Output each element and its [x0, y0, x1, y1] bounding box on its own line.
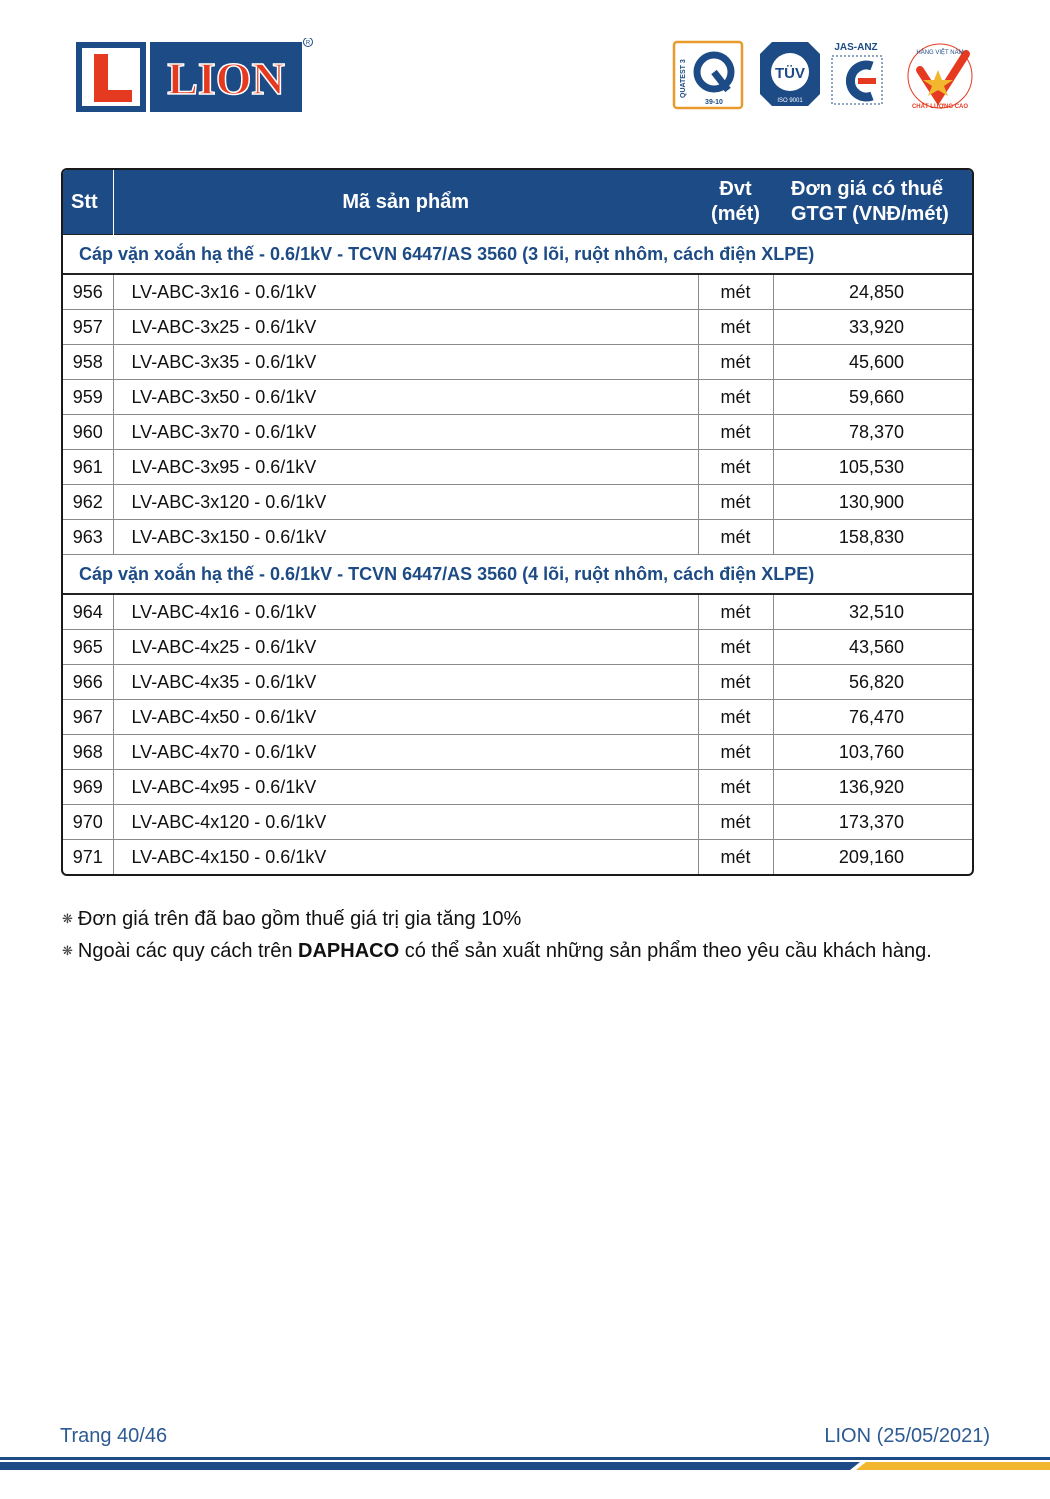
svg-text:39-10: 39-10: [705, 99, 723, 106]
table-row: [63, 380, 972, 415]
logo-wordmark: LION: [167, 53, 285, 104]
row-price: 103,760: [773, 735, 972, 770]
row-unit: mét: [698, 274, 773, 310]
svg-text:CHẤT LƯỢNG CAO: CHẤT LƯỢNG CAO: [911, 104, 969, 110]
row-product-code: LV-ABC-3x120 - 0.6/1kV: [113, 485, 698, 520]
row-stt: 959: [63, 380, 113, 415]
table-row: [63, 805, 972, 840]
section-header: [63, 235, 972, 275]
table-row: [63, 485, 972, 520]
section-header: [63, 555, 972, 595]
note-vat: ❋ Đơn giá trên đã bao gồm thuế giá trị gia tăng 10%: [62, 908, 522, 930]
row-unit: mét: [698, 630, 773, 665]
table-row: [63, 665, 972, 700]
header-price: Đơn giá có thuế GTGT (VNĐ/mét): [773, 170, 972, 235]
row-stt: 960: [63, 415, 113, 450]
row-product-code: LV-ABC-3x50 - 0.6/1kV: [113, 380, 698, 415]
row-unit: mét: [698, 700, 773, 735]
row-price: 158,830: [773, 520, 972, 555]
section-title: Cáp vặn xoắn hạ thế - 0.6/1kV - TCVN 6447/AS 3560 (3 lõi, ruột nhôm, cách điện XLPE): [63, 235, 972, 275]
row-product-code: LV-ABC-4x70 - 0.6/1kV: [113, 735, 698, 770]
row-stt: 971: [63, 840, 113, 875]
row-stt: 961: [63, 450, 113, 485]
footer-stripe: [0, 1455, 1050, 1475]
quatest-badge: [674, 42, 742, 108]
table-row: [63, 630, 972, 665]
lion-logo: [76, 38, 314, 114]
row-product-code: LV-ABC-3x25 - 0.6/1kV: [113, 310, 698, 345]
table-row: [63, 594, 972, 630]
row-product-code: LV-ABC-4x35 - 0.6/1kV: [113, 665, 698, 700]
row-stt: 970: [63, 805, 113, 840]
table-header: [63, 170, 972, 235]
price-table: [61, 168, 974, 876]
row-unit: mét: [698, 770, 773, 805]
table-row: [63, 700, 972, 735]
row-stt: 963: [63, 520, 113, 555]
row-unit: mét: [698, 520, 773, 555]
asterisk-bullet-icon: ❋: [62, 943, 73, 958]
row-unit: mét: [698, 805, 773, 840]
notes: [62, 903, 932, 967]
row-stt: 957: [63, 310, 113, 345]
header-product-code: Mã sản phẩm: [113, 170, 698, 235]
table-row: [63, 840, 972, 875]
row-product-code: LV-ABC-3x35 - 0.6/1kV: [113, 345, 698, 380]
row-unit: mét: [698, 415, 773, 450]
row-price: 130,900: [773, 485, 972, 520]
svg-text:TÜV: TÜV: [775, 65, 805, 82]
row-stt: 956: [63, 274, 113, 310]
row-unit: mét: [698, 665, 773, 700]
row-price: 45,600: [773, 345, 972, 380]
hang-viet-nam-clc-badge: [908, 44, 972, 110]
table-row: [63, 345, 972, 380]
row-product-code: LV-ABC-4x150 - 0.6/1kV: [113, 840, 698, 875]
row-stt: 958: [63, 345, 113, 380]
jas-anz-badge: [832, 42, 882, 104]
row-stt: 964: [63, 594, 113, 630]
row-price: 32,510: [773, 594, 972, 630]
header-unit: Đvt (mét): [698, 170, 773, 235]
row-stt: 967: [63, 700, 113, 735]
page-number: Trang 40/46: [60, 1425, 168, 1447]
company-name: DAPHACO: [298, 940, 400, 962]
row-price: 59,660: [773, 380, 972, 415]
svg-text:HÀNG VIỆT NAM: HÀNG VIỆT NAM: [916, 50, 964, 56]
row-product-code: LV-ABC-3x95 - 0.6/1kV: [113, 450, 698, 485]
row-unit: mét: [698, 310, 773, 345]
table-row: [63, 274, 972, 310]
tuv-iso9001-badge: [760, 42, 820, 106]
row-unit: mét: [698, 485, 773, 520]
row-price: 33,920: [773, 310, 972, 345]
row-product-code: LV-ABC-4x50 - 0.6/1kV: [113, 700, 698, 735]
asterisk-bullet-icon: ❋: [62, 911, 73, 926]
row-price: 56,820: [773, 665, 972, 700]
row-stt: 969: [63, 770, 113, 805]
svg-text:JAS-ANZ: JAS-ANZ: [834, 42, 878, 53]
table-row: [63, 770, 972, 805]
row-unit: mét: [698, 450, 773, 485]
table-row: [63, 520, 972, 555]
table-row: [63, 735, 972, 770]
row-unit: mét: [698, 735, 773, 770]
table-row: [63, 415, 972, 450]
section-title: Cáp vặn xoắn hạ thế - 0.6/1kV - TCVN 6447/AS 3560 (4 lõi, ruột nhôm, cách điện XLPE): [63, 555, 972, 595]
row-price: 43,560: [773, 630, 972, 665]
row-product-code: LV-ABC-3x70 - 0.6/1kV: [113, 415, 698, 450]
row-product-code: LV-ABC-4x16 - 0.6/1kV: [113, 594, 698, 630]
row-stt: 966: [63, 665, 113, 700]
table-row: [63, 310, 972, 345]
svg-text:R: R: [305, 40, 311, 47]
row-unit: mét: [698, 840, 773, 875]
row-unit: mét: [698, 594, 773, 630]
header-stt: Stt: [63, 170, 113, 235]
row-price: 76,470: [773, 700, 972, 735]
note-custom-orders: ❋ Ngoài các quy cách trên DAPHACO có thể sản xuất những sản phẩm theo yêu cầu khách hàng.: [62, 940, 932, 962]
row-unit: mét: [698, 380, 773, 415]
row-stt: 962: [63, 485, 113, 520]
row-unit: mét: [698, 345, 773, 380]
row-price: 136,920: [773, 770, 972, 805]
row-price: 105,530: [773, 450, 972, 485]
row-product-code: LV-ABC-3x16 - 0.6/1kV: [113, 274, 698, 310]
certification-badges: [672, 40, 982, 112]
row-product-code: LV-ABC-4x25 - 0.6/1kV: [113, 630, 698, 665]
row-product-code: LV-ABC-4x95 - 0.6/1kV: [113, 770, 698, 805]
document-date: LION (25/05/2021): [824, 1425, 990, 1447]
row-price: 173,370: [773, 805, 972, 840]
row-product-code: LV-ABC-4x120 - 0.6/1kV: [113, 805, 698, 840]
svg-text:ISO 9001: ISO 9001: [777, 98, 803, 104]
row-price: 24,850: [773, 274, 972, 310]
row-product-code: LV-ABC-3x150 - 0.6/1kV: [113, 520, 698, 555]
row-stt: 965: [63, 630, 113, 665]
row-stt: 968: [63, 735, 113, 770]
table-row: [63, 450, 972, 485]
row-price: 78,370: [773, 415, 972, 450]
svg-text:QUATEST 3: QUATEST 3: [680, 59, 687, 98]
row-price: 209,160: [838, 846, 904, 867]
